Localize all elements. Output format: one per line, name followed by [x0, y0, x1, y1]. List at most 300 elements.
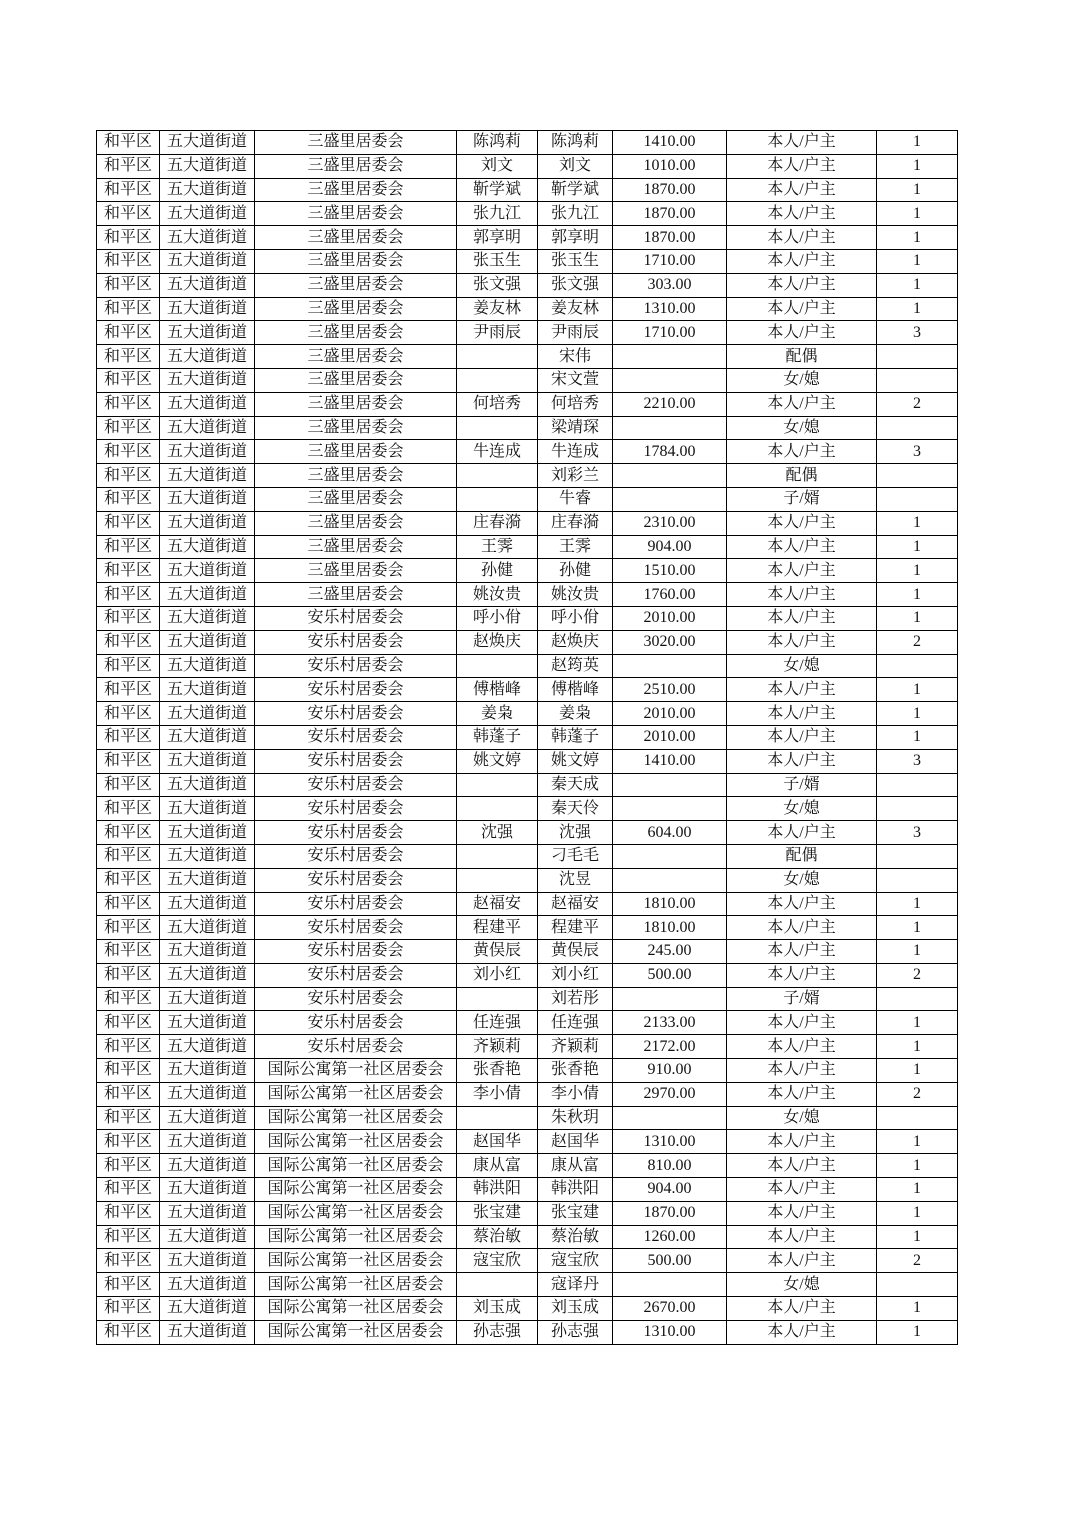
table-cell: 和平区	[97, 1249, 160, 1273]
table-cell: 沈强	[538, 821, 613, 845]
table-row	[97, 844, 958, 868]
table-row	[97, 773, 958, 797]
table-cell: 康从富	[457, 1154, 538, 1178]
table-cell: 王霁	[457, 535, 538, 559]
table-cell: 宋文萱	[538, 368, 613, 392]
table-row	[97, 535, 958, 559]
table-cell: 和平区	[97, 559, 160, 583]
table-cell: 女/媳	[727, 868, 877, 892]
table-cell: 1	[877, 725, 958, 749]
table-cell: 三盛里居委会	[255, 416, 457, 440]
table-cell: 安乐村居委会	[255, 678, 457, 702]
table-cell: 三盛里居委会	[255, 440, 457, 464]
resident-benefit-table	[96, 130, 958, 1345]
table-row	[97, 1035, 958, 1059]
table-row	[97, 1011, 958, 1035]
table-cell: 和平区	[97, 1154, 160, 1178]
table-cell: 陈鸿莉	[457, 131, 538, 155]
table-cell: 本人/户主	[727, 1201, 877, 1225]
table-row	[97, 821, 958, 845]
table-cell: 和平区	[97, 178, 160, 202]
table-cell: 和平区	[97, 940, 160, 964]
table-cell: 国际公寓第一社区居委会	[255, 1273, 457, 1297]
table-cell: 本人/户主	[727, 202, 877, 226]
table-cell: 张文强	[457, 273, 538, 297]
table-cell: 1710.00	[613, 249, 727, 273]
table-cell: 配偶	[727, 464, 877, 488]
table-cell: 五大道街道	[160, 868, 255, 892]
table-cell	[457, 368, 538, 392]
table-cell: 本人/户主	[727, 678, 877, 702]
table-cell: 1410.00	[613, 749, 727, 773]
table-cell: 刘小红	[538, 963, 613, 987]
table-cell: 五大道街道	[160, 345, 255, 369]
table-cell: 本人/户主	[727, 273, 877, 297]
table-cell: 2670.00	[613, 1297, 727, 1321]
table-cell	[613, 464, 727, 488]
table-cell: 赵筠英	[538, 654, 613, 678]
table-cell: 沈昱	[538, 868, 613, 892]
table-cell: 张玉生	[457, 249, 538, 273]
table-cell: 和平区	[97, 749, 160, 773]
table-cell: 韩蓬子	[457, 725, 538, 749]
table-cell: 本人/户主	[727, 297, 877, 321]
table-cell: 安乐村居委会	[255, 1011, 457, 1035]
table-cell: 本人/户主	[727, 916, 877, 940]
table-cell: 秦天伶	[538, 797, 613, 821]
table-cell: 五大道街道	[160, 702, 255, 726]
table-cell: 国际公寓第一社区居委会	[255, 1130, 457, 1154]
table-cell: 本人/户主	[727, 249, 877, 273]
table-cell: 姜枭	[457, 702, 538, 726]
table-row	[97, 797, 958, 821]
table-cell: 3	[877, 749, 958, 773]
table-cell: 五大道街道	[160, 940, 255, 964]
table-cell: 配偶	[727, 345, 877, 369]
table-cell: 国际公寓第一社区居委会	[255, 1201, 457, 1225]
table-cell: 本人/户主	[727, 821, 877, 845]
table-cell: 500.00	[613, 963, 727, 987]
table-cell: 张宝建	[538, 1201, 613, 1225]
table-row	[97, 606, 958, 630]
table-cell: 1810.00	[613, 916, 727, 940]
table-cell: 1870.00	[613, 178, 727, 202]
table-cell: 1	[877, 1225, 958, 1249]
table-cell: 姚文婷	[457, 749, 538, 773]
table-cell: 五大道街道	[160, 1106, 255, 1130]
table-cell: 国际公寓第一社区居委会	[255, 1320, 457, 1344]
table-cell: 本人/户主	[727, 1225, 877, 1249]
table-cell: 1	[877, 678, 958, 702]
table-cell: 何培秀	[457, 392, 538, 416]
table-cell: 604.00	[613, 821, 727, 845]
table-cell: 五大道街道	[160, 630, 255, 654]
table-cell: 和平区	[97, 154, 160, 178]
table-cell: 1760.00	[613, 583, 727, 607]
table-cell: 沈强	[457, 821, 538, 845]
table-cell: 和平区	[97, 702, 160, 726]
table-row	[97, 1273, 958, 1297]
table-cell: 三盛里居委会	[255, 249, 457, 273]
table-cell: 和平区	[97, 368, 160, 392]
table-cell: 三盛里居委会	[255, 178, 457, 202]
table-cell: 配偶	[727, 844, 877, 868]
table-row	[97, 1178, 958, 1202]
table-cell: 1	[877, 202, 958, 226]
table-cell: 和平区	[97, 440, 160, 464]
table-cell: 五大道街道	[160, 1297, 255, 1321]
table-cell: 五大道街道	[160, 1130, 255, 1154]
table-cell: 五大道街道	[160, 226, 255, 250]
table-cell: 1	[877, 892, 958, 916]
table-cell: 1	[877, 1297, 958, 1321]
table-cell: 安乐村居委会	[255, 749, 457, 773]
table-cell: 牛睿	[538, 487, 613, 511]
table-row	[97, 1249, 958, 1273]
table-cell: 张香艳	[457, 1059, 538, 1083]
table-cell: 本人/户主	[727, 1297, 877, 1321]
table-cell: 和平区	[97, 1035, 160, 1059]
table-cell: 1310.00	[613, 1130, 727, 1154]
table-cell: 五大道街道	[160, 749, 255, 773]
table-cell: 安乐村居委会	[255, 916, 457, 940]
table-row	[97, 202, 958, 226]
table-cell: 2210.00	[613, 392, 727, 416]
table-cell: 子/婿	[727, 487, 877, 511]
table-row	[97, 249, 958, 273]
table-cell: 傅楷峰	[538, 678, 613, 702]
table-cell: 五大道街道	[160, 1320, 255, 1344]
table-cell	[613, 416, 727, 440]
table-cell: 靳学斌	[457, 178, 538, 202]
table-cell: 刘文	[457, 154, 538, 178]
table-cell	[457, 345, 538, 369]
table-cell: 姜友林	[538, 297, 613, 321]
table-cell: 2172.00	[613, 1035, 727, 1059]
table-cell	[877, 844, 958, 868]
table-row	[97, 464, 958, 488]
table-cell: 本人/户主	[727, 1011, 877, 1035]
table-cell: 张宝建	[457, 1201, 538, 1225]
table-cell: 本人/户主	[727, 702, 877, 726]
table-cell	[457, 654, 538, 678]
table-cell: 和平区	[97, 1059, 160, 1083]
table-cell: 安乐村居委会	[255, 725, 457, 749]
table-cell: 五大道街道	[160, 654, 255, 678]
table-cell: 五大道街道	[160, 1035, 255, 1059]
table-cell: 1	[877, 226, 958, 250]
table-cell: 五大道街道	[160, 368, 255, 392]
table-cell: 孙健	[538, 559, 613, 583]
table-cell: 张九江	[457, 202, 538, 226]
table-cell: 李小倩	[457, 1082, 538, 1106]
table-cell	[613, 844, 727, 868]
table-cell: 赵焕庆	[538, 630, 613, 654]
table-cell: 五大道街道	[160, 892, 255, 916]
table-cell: 2010.00	[613, 725, 727, 749]
table-cell: 和平区	[97, 511, 160, 535]
table-cell: 国际公寓第一社区居委会	[255, 1082, 457, 1106]
table-cell: 五大道街道	[160, 202, 255, 226]
table-cell	[613, 773, 727, 797]
table-cell: 904.00	[613, 1178, 727, 1202]
table-cell: 刘小红	[457, 963, 538, 987]
table-row	[97, 321, 958, 345]
table-cell: 1784.00	[613, 440, 727, 464]
table-cell: 2010.00	[613, 606, 727, 630]
table-cell: 2	[877, 392, 958, 416]
table-cell: 和平区	[97, 1320, 160, 1344]
table-cell: 和平区	[97, 916, 160, 940]
table-cell: 和平区	[97, 416, 160, 440]
table-cell: 本人/户主	[727, 154, 877, 178]
table-row	[97, 749, 958, 773]
table-cell: 孙志强	[538, 1320, 613, 1344]
table-cell	[877, 1106, 958, 1130]
table-cell: 五大道街道	[160, 511, 255, 535]
table-cell: 国际公寓第一社区居委会	[255, 1249, 457, 1273]
table-cell: 1260.00	[613, 1225, 727, 1249]
table-cell: 本人/户主	[727, 226, 877, 250]
table-cell: 五大道街道	[160, 916, 255, 940]
table-cell: 三盛里居委会	[255, 392, 457, 416]
table-cell: 三盛里居委会	[255, 321, 457, 345]
table-cell: 何培秀	[538, 392, 613, 416]
table-cell: 本人/户主	[727, 963, 877, 987]
table-cell	[877, 773, 958, 797]
table-cell: 五大道街道	[160, 987, 255, 1011]
table-cell: 五大道街道	[160, 963, 255, 987]
table-cell: 寇宝欣	[457, 1249, 538, 1273]
table-cell: 本人/户主	[727, 1178, 877, 1202]
table-cell: 和平区	[97, 535, 160, 559]
table-cell: 1	[877, 583, 958, 607]
table-cell: 张文强	[538, 273, 613, 297]
table-row	[97, 1154, 958, 1178]
table-cell: 姚汝贵	[538, 583, 613, 607]
table-cell: 程建平	[538, 916, 613, 940]
table-row	[97, 940, 958, 964]
table-cell: 和平区	[97, 654, 160, 678]
table-row	[97, 963, 958, 987]
table-cell	[877, 345, 958, 369]
table-cell: 2510.00	[613, 678, 727, 702]
table-cell: 本人/户主	[727, 1059, 877, 1083]
table-cell	[613, 345, 727, 369]
table-cell: 904.00	[613, 535, 727, 559]
table-cell: 康从富	[538, 1154, 613, 1178]
table-cell	[613, 797, 727, 821]
table-cell: 和平区	[97, 345, 160, 369]
table-cell: 910.00	[613, 1059, 727, 1083]
table-cell: 五大道街道	[160, 154, 255, 178]
table-cell: 1	[877, 702, 958, 726]
table-cell: 1	[877, 249, 958, 273]
table-cell: 五大道街道	[160, 1273, 255, 1297]
table-cell: 赵国华	[457, 1130, 538, 1154]
table-cell: 1	[877, 273, 958, 297]
table-cell: 和平区	[97, 1273, 160, 1297]
table-cell: 傅楷峰	[457, 678, 538, 702]
table-cell: 三盛里居委会	[255, 535, 457, 559]
table-cell: 三盛里居委会	[255, 511, 457, 535]
table-cell: 和平区	[97, 1178, 160, 1202]
table-cell: 本人/户主	[727, 440, 877, 464]
table-cell: 任连强	[457, 1011, 538, 1035]
table-cell: 五大道街道	[160, 559, 255, 583]
table-cell: 呼小佾	[538, 606, 613, 630]
table-row	[97, 154, 958, 178]
table-cell: 庄春漪	[538, 511, 613, 535]
table-row	[97, 416, 958, 440]
table-cell: 五大道街道	[160, 606, 255, 630]
table-cell: 本人/户主	[727, 178, 877, 202]
table-cell: 五大道街道	[160, 178, 255, 202]
table-cell: 和平区	[97, 1082, 160, 1106]
table-cell: 3020.00	[613, 630, 727, 654]
table-cell: 1870.00	[613, 1201, 727, 1225]
table-cell: 1	[877, 1130, 958, 1154]
table-cell: 郭享明	[538, 226, 613, 250]
table-cell: 安乐村居委会	[255, 963, 457, 987]
table-cell: 五大道街道	[160, 392, 255, 416]
table-cell: 安乐村居委会	[255, 868, 457, 892]
table-cell: 五大道街道	[160, 321, 255, 345]
table-cell: 李小倩	[538, 1082, 613, 1106]
table-cell: 子/婿	[727, 987, 877, 1011]
table-cell	[877, 1273, 958, 1297]
table-cell: 三盛里居委会	[255, 226, 457, 250]
table-cell: 国际公寓第一社区居委会	[255, 1106, 457, 1130]
table-cell: 刘玉成	[538, 1297, 613, 1321]
table-cell: 本人/户主	[727, 1082, 877, 1106]
table-cell: 刘文	[538, 154, 613, 178]
table-cell	[877, 987, 958, 1011]
table-cell: 和平区	[97, 321, 160, 345]
table-cell: 张香艳	[538, 1059, 613, 1083]
table-cell: 和平区	[97, 583, 160, 607]
table-cell: 和平区	[97, 226, 160, 250]
table-cell: 子/婿	[727, 773, 877, 797]
table-cell	[613, 487, 727, 511]
table-row	[97, 1320, 958, 1344]
table-cell: 姜枭	[538, 702, 613, 726]
table-cell: 刁毛毛	[538, 844, 613, 868]
table-cell	[457, 464, 538, 488]
table-cell: 本人/户主	[727, 630, 877, 654]
table-cell: 本人/户主	[727, 1154, 877, 1178]
table-cell: 五大道街道	[160, 297, 255, 321]
table-cell: 刘玉成	[457, 1297, 538, 1321]
table-cell	[457, 844, 538, 868]
table-row	[97, 392, 958, 416]
table-cell: 本人/户主	[727, 749, 877, 773]
table-cell	[877, 368, 958, 392]
table-cell: 1	[877, 178, 958, 202]
table-cell: 3	[877, 821, 958, 845]
table-cell: 1710.00	[613, 321, 727, 345]
table-cell: 王霁	[538, 535, 613, 559]
table-cell: 呼小佾	[457, 606, 538, 630]
table-cell: 国际公寓第一社区居委会	[255, 1059, 457, 1083]
table-cell: 三盛里居委会	[255, 297, 457, 321]
table-cell	[457, 773, 538, 797]
table-cell: 本人/户主	[727, 511, 877, 535]
table-cell: 和平区	[97, 202, 160, 226]
table-cell: 三盛里居委会	[255, 202, 457, 226]
table-cell: 五大道街道	[160, 773, 255, 797]
table-row	[97, 511, 958, 535]
table-cell	[877, 464, 958, 488]
table-cell: 安乐村居委会	[255, 773, 457, 797]
table-cell: 五大道街道	[160, 1249, 255, 1273]
table-cell: 齐颖莉	[457, 1035, 538, 1059]
table-cell: 五大道街道	[160, 249, 255, 273]
table-cell: 和平区	[97, 630, 160, 654]
table-cell: 和平区	[97, 392, 160, 416]
table-cell: 赵国华	[538, 1130, 613, 1154]
table-cell: 和平区	[97, 1130, 160, 1154]
table-cell: 国际公寓第一社区居委会	[255, 1154, 457, 1178]
table-cell: 安乐村居委会	[255, 940, 457, 964]
table-cell: 1	[877, 131, 958, 155]
table-cell: 五大道街道	[160, 797, 255, 821]
table-cell: 本人/户主	[727, 725, 877, 749]
table-cell: 本人/户主	[727, 583, 877, 607]
table-cell: 尹雨辰	[457, 321, 538, 345]
table-row	[97, 702, 958, 726]
table-cell: 和平区	[97, 987, 160, 1011]
table-cell: 秦天成	[538, 773, 613, 797]
table-row	[97, 1059, 958, 1083]
table-cell: 1	[877, 940, 958, 964]
table-cell: 五大道街道	[160, 535, 255, 559]
table-cell: 刘彩兰	[538, 464, 613, 488]
table-cell: 1	[877, 1201, 958, 1225]
table-cell: 五大道街道	[160, 725, 255, 749]
table-cell: 安乐村居委会	[255, 654, 457, 678]
table-cell: 1410.00	[613, 131, 727, 155]
table-cell: 2133.00	[613, 1011, 727, 1035]
table-cell: 五大道街道	[160, 1154, 255, 1178]
table-cell: 三盛里居委会	[255, 487, 457, 511]
table-cell	[877, 487, 958, 511]
table-cell: 和平区	[97, 464, 160, 488]
table-row	[97, 630, 958, 654]
table-cell: 1310.00	[613, 297, 727, 321]
table-cell: 五大道街道	[160, 678, 255, 702]
table-cell: 3	[877, 321, 958, 345]
table-cell	[613, 987, 727, 1011]
table-cell	[457, 416, 538, 440]
table-cell: 安乐村居委会	[255, 844, 457, 868]
table-cell: 蔡治敏	[538, 1225, 613, 1249]
table-row	[97, 273, 958, 297]
table-cell: 和平区	[97, 821, 160, 845]
table-cell: 五大道街道	[160, 821, 255, 845]
table-cell: 安乐村居委会	[255, 821, 457, 845]
table-row	[97, 678, 958, 702]
table-cell: 五大道街道	[160, 1011, 255, 1035]
table-cell: 三盛里居委会	[255, 559, 457, 583]
table-cell: 五大道街道	[160, 1201, 255, 1225]
table-cell: 韩蓬子	[538, 725, 613, 749]
table-cell: 1	[877, 297, 958, 321]
table-row	[97, 892, 958, 916]
table-cell	[877, 797, 958, 821]
table-cell: 2	[877, 630, 958, 654]
table-cell: 安乐村居委会	[255, 606, 457, 630]
